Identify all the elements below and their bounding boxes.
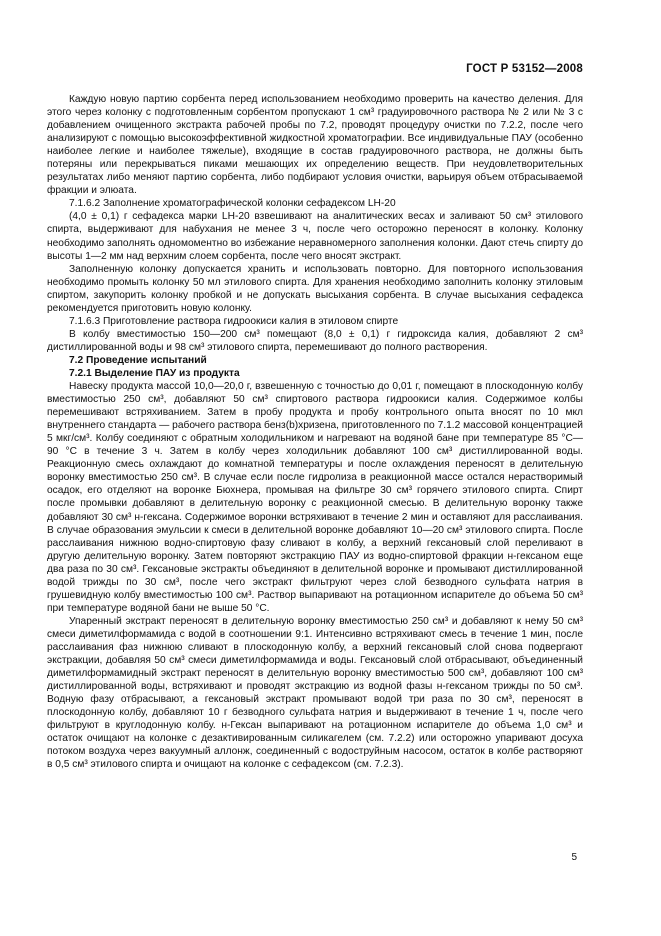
paragraph-koh-solution: В колбу вместимостью 150—200 см³ помещают (8,0 ± 0,1) г гидроксида калия, добавляют 2 см³ дистиллированной воды и 98 см³ этилового спирта, перемешивают до полного растворения. xyxy=(47,328,583,353)
page-number: 5 xyxy=(571,852,577,863)
paragraph-column-reuse: Заполненную колонку допускается хранить и использовать повторно. Для повторного использования необходимо промыть колонку 50 мл этилового спирта. Для хранения необходимо заполнить колонку этиловым спиртом, закупорить колонку пробкой и не допускать высыхания сорбента. В случае высыхания сефадекса рекомендуется приготовить новую колонку. xyxy=(47,263,583,314)
subsection-7-1-6-2-heading: 7.1.6.2 Заполнение хроматографической колонки сефадексом LH-20 xyxy=(69,198,396,210)
paragraph-extract-purification: Упаренный экстракт переносят в делительную воронку вместимостью 250 см³ и добавляют к нему 50 см³ смеси диметилформамида с водой в соотношении 9:1. Интенсивно встряхивают смесь в течение 1 мин, после расслаивания фаз нижнюю сливают в плоскодонную колбу, а верхний гексановый слой снова подвергают экстракции, добавляя 50 см³ смеси диметилформамида и воды. Гексановый слой отбрасывают, объединенный диметилформамидный экстракт переносят в делительную воронку вместимостью 500 см³, добавляют 100 см³ дистиллированной воды, встряхивают и проводят экстракцию из водной фазы н-гексаном трижды по 50 см³. Водную фазу отбрасывают, а гексановый экстракт промывают водой три раза по 30 см³, переносят в плоскодонную колбу, добавляют 10 г безводного сульфата натрия и выдерживают в течение 1 ч, после чего фильтруют в круглодонную колбу. н-Гексан выпаривают на ротационном испарителе до объема 1,0 см³ и остаток очищают на колонке с дезактивированным силикагелем (см. 7.2.2) или осторожно упаривают досуха потоком воздуха через вакуумный аллонж, соединенный с водоструйным насосом, остаток в колбе растворяют в 0,5 см³ этилового спирта и очищают на колонке с сефадексом (см. 7.2.3). xyxy=(47,615,583,771)
subsection-7-1-6-3-heading: 7.1.6.3 Приготовление раствора гидроокиси калия в этиловом спирте xyxy=(69,315,399,327)
section-7-2-1-heading: 7.2.1 Выделение ПАУ из продукта xyxy=(69,367,240,379)
standard-designation: ГОСТ Р 53152—2008 xyxy=(466,63,583,75)
paragraph-sorbent-quality-check: Каждую новую партию сорбента перед использованием необходимо проверить на качество деления. Для этого через колонку с подготовленным сорбентом пропускают 1 см³ градуировочного раствора № 2 или № 3 с добавлением очищенного экстракта рабочей пробы по 7.2, проводят процедуру очистки по 7.2.2, после чего анализируют с помощью высокоэффективной жидкостной хроматографии. Все индивидуальные ПАУ (особенно наиболее легкие и наиболее тяжелые), входящие в состав градуировочного раствора, не должны быть потеряны или перекрываться пиками мешающих их определению веществ. При неудовлетворительных результатах либо меняют партию сорбента, либо подбирают условия очистки, варьируя объем отбрасываемой фракции и элюата. xyxy=(47,94,583,197)
section-7-2-heading: 7.2 Проведение испытаний xyxy=(69,354,207,366)
paragraph-sample-extraction: Навеску продукта массой 10,0—20,0 г, взвешенную с точностью до 0,01 г, помещают в плоскодонную колбу вместимостью 250 см³, добавляют 50 см³ спиртового раствора гидроокиси калия. Содержимое колбы перемешивают встряхиванием. Затем в пробу продукта и пробу контрольного опыта вносят по 10 мкл внутреннего стандарта — рабочего раствора бенз(b)хризена, приготовленного по 7.1.2 массовой концентрацией 5 мкг/см³. Колбу соединяют с обратным холодильником и нагревают на водяной бане при температуре 85 °С—90 °С в течение 3 ч. Затем в колбу через холодильник добавляют 100 см³ дистиллированной воды. Реакционную смесь охлаждают до комнатной температуры и после охлаждения переносят в делительную воронку вместимостью 250 см³. В случае если после гидролиза в реакционной массе остался нерастворимый осадок, его отделяют на воронке Бюхнера, промывая на фильтре 30 см³ горячего этилового спирта. Спирт после промывки добавляют в делительную воронку с реакционной смесью. В делительную воронку также добавляют 30 см³ н-гексана. Содержимое воронки встряхивают в течение 2 мин и оставляют для расслаивания. В случае образования эмульсии к смеси в делительной воронке добавляют 10—20 см³ этилового спирта. После расслаивания нижнюю водно-спиртовую фазу сливают в колбу, а верхний гексановый слой переливают в другую делительную воронку. Затем повторяют экстракцию ПАУ из водно-спиртовой фракции н-гексаном еще два раза по 30 см³. Гексановые экстракты объединяют в делительной воронке и промывают дистиллированной водой трижды по 30 см³, после чего экстракт фильтруют через слой безводного сульфата натрия в грушевидную колбу вместимостью 100 см³. Раствор выпаривают на ротационном испарителе до объема 50 см³ при температуре водяной бани не выше 50 °С. xyxy=(47,381,583,614)
paragraph-column-filling: (4,0 ± 0,1) г сефадекса марки LH-20 взвешивают на аналитических весах и заливают 50 см³ этилового спирта, выдерживают для набухания не менее 3 ч, после чего осторожно переносят в колонку. Колонку необходимо заполнять одномоментно во избежание неравномерного заполнения колонки. Дают стечь спирту до высоты 1—2 мм над верхним слоем сорбента, после чего вносят экстракт. xyxy=(47,211,583,262)
document-body xyxy=(47,93,583,771)
